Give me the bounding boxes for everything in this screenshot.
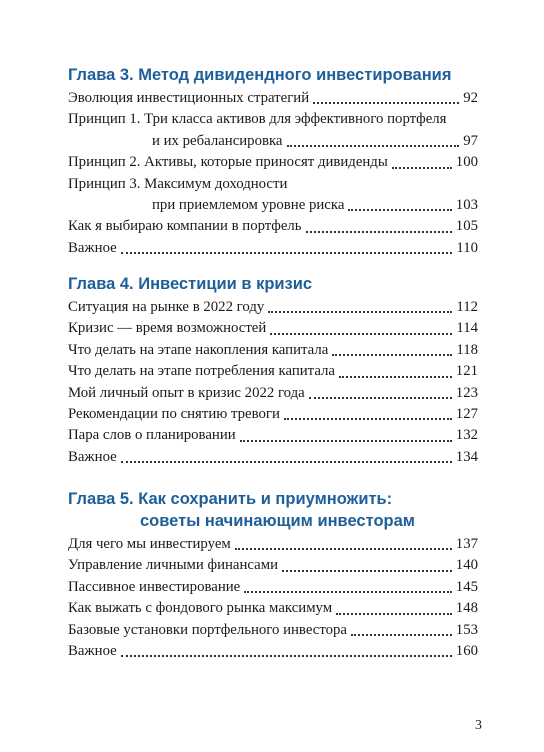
entry-text: Важное [68, 448, 117, 465]
entry-text: Кризис — время возможностей [68, 320, 267, 337]
dot-leader [235, 548, 452, 550]
page-number: 3 [475, 718, 482, 733]
dot-leader [351, 634, 452, 636]
toc-entry[interactable] [68, 340, 478, 361]
entry-text: Принцип 3. Максимум доходности [68, 175, 288, 192]
chapter-title: Глава 3. Метод дивидендного инвестирования [68, 66, 452, 84]
entry-page: 134 [455, 448, 478, 465]
dot-leader [392, 167, 452, 169]
entry-text: Мой личный опыт в кризис 2022 года [68, 384, 305, 401]
toc-entry[interactable] [68, 425, 478, 446]
entry-page: 121 [455, 363, 478, 380]
toc-entry[interactable] [68, 447, 478, 468]
entry-text: Управление личными финансами [68, 557, 279, 574]
dot-leader [240, 440, 452, 442]
entry-text: Пара слов о планировании [68, 427, 236, 444]
toc-entry[interactable] [68, 109, 478, 130]
entry-text: Принцип 1. Три класса активов для эффективного портфеля [68, 111, 447, 128]
dot-leader [339, 376, 452, 378]
toc-entry[interactable] [68, 297, 478, 318]
chapter-title-line2: советы начинающим инвесторам [140, 512, 416, 530]
dot-leader [268, 311, 452, 313]
dot-leader [282, 570, 452, 572]
entry-page: 148 [455, 600, 478, 617]
toc-entry[interactable] [68, 152, 478, 173]
entry-page: 110 [456, 239, 478, 256]
toc-entry[interactable] [68, 238, 478, 259]
entry-page: 132 [455, 427, 478, 444]
dot-leader [244, 591, 452, 593]
dot-leader [309, 397, 452, 399]
entry-text: при приемлемом уровне риска [152, 197, 345, 214]
toc-entry[interactable] [68, 641, 478, 662]
dot-leader [306, 231, 452, 233]
dot-leader [313, 102, 459, 104]
entry-page: 145 [455, 578, 478, 595]
dot-leader [348, 209, 451, 211]
dot-leader [121, 252, 453, 254]
entry-page: 114 [456, 320, 478, 337]
toc-entry[interactable] [68, 534, 478, 555]
chapter-5 [68, 488, 478, 662]
entry-page: 123 [455, 384, 478, 401]
toc-entry[interactable] [68, 383, 478, 404]
dot-leader [121, 461, 452, 463]
dot-leader [287, 145, 460, 147]
entry-text: и их ребалансировка [152, 132, 283, 149]
toc-entry[interactable] [68, 216, 478, 237]
entry-text: Что делать на этапе потребления капитала [68, 363, 335, 380]
toc-entry-continuation[interactable] [68, 131, 478, 152]
entry-text: Ситуация на рынке в 2022 году [68, 299, 265, 315]
chapter-title [68, 488, 478, 532]
entry-page: 118 [456, 341, 478, 358]
dot-leader [336, 613, 452, 615]
dot-leader [270, 333, 452, 335]
entry-text: Принцип 2. Активы, которые приносят дивиденды [68, 154, 388, 171]
entry-text: Важное [68, 239, 117, 256]
entry-page: 160 [455, 643, 478, 660]
toc-entry[interactable] [68, 88, 478, 109]
entry-page: 140 [455, 557, 478, 574]
toc-entry[interactable] [68, 318, 478, 339]
toc-entry[interactable] [68, 404, 478, 425]
chapter-title: Глава 4. Инвестиции в кризис [68, 275, 313, 293]
entry-page: 97 [463, 132, 478, 149]
entry-page: 153 [455, 621, 478, 638]
entry-text: Базовые установки портфельного инвестора [68, 621, 347, 638]
chapter-4 [68, 273, 478, 468]
toc-entry[interactable] [68, 620, 478, 641]
toc-entry[interactable] [68, 361, 478, 382]
entry-page: 105 [455, 218, 478, 235]
chapter-3 [68, 64, 478, 259]
toc-entry[interactable] [68, 555, 478, 576]
dot-leader [121, 655, 452, 657]
entry-page: 92 [463, 90, 478, 106]
chapter-title-line1: Глава 5. Как сохранить и приумножить: [68, 490, 393, 508]
toc-entry[interactable] [68, 577, 478, 598]
entry-page: 100 [455, 154, 478, 171]
dot-leader [332, 354, 452, 356]
entry-text: Важное [68, 643, 117, 660]
entry-page: 137 [455, 536, 478, 552]
entry-text: Как я выбираю компании в портфель [68, 218, 302, 235]
entry-text: Для чего мы инвестируем [68, 536, 231, 552]
entry-text: Пассивное инвестирование [68, 578, 241, 595]
toc-entry[interactable] [68, 598, 478, 619]
toc-entry[interactable] [68, 174, 478, 195]
entry-text: Эволюция инвестиционных стратегий [68, 90, 310, 106]
entry-text: Как выжать с фондового рынка максимум [68, 600, 333, 617]
toc-entry-continuation[interactable] [68, 195, 478, 216]
entry-page: 127 [455, 406, 478, 423]
entry-text: Что делать на этапе накопления капитала [68, 341, 329, 358]
entry-page: 112 [456, 299, 478, 315]
entry-text: Рекомендации по снятию тревоги [68, 406, 280, 423]
dot-leader [284, 418, 452, 420]
entry-page: 103 [455, 197, 478, 214]
